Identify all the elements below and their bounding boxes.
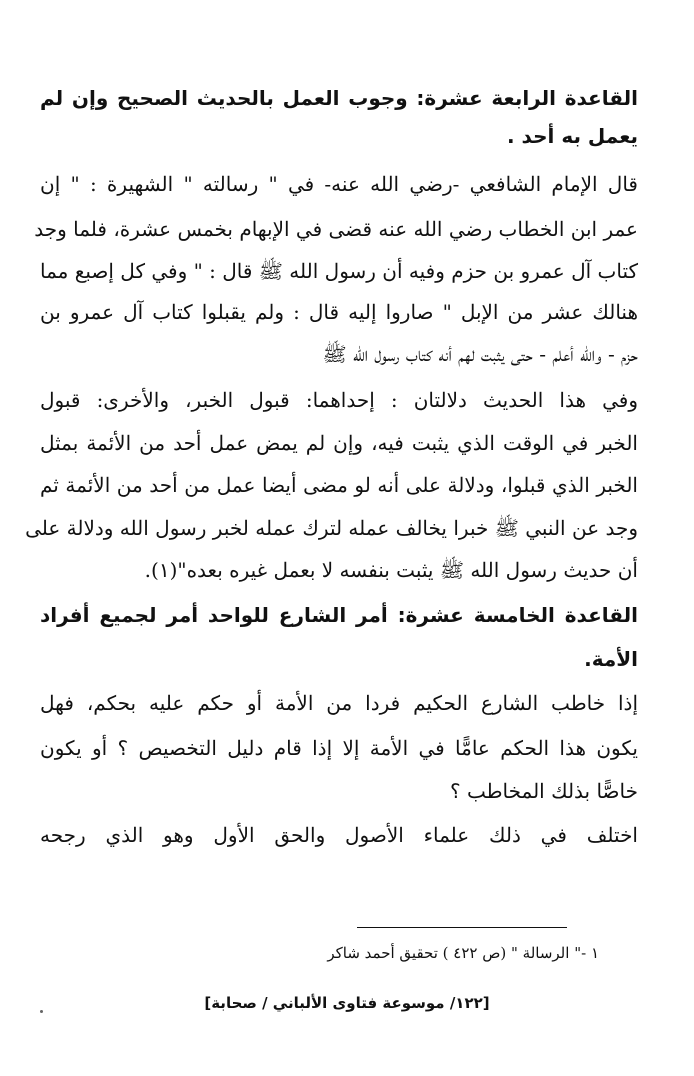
paragraph-line: خاصًّا بذلك المخاطب ؟ <box>449 779 638 803</box>
paragraph-line: يكون هذا الحكم عامًّا في الأمة إلا إذا قام دليل التخصيص ؟ أو يكون <box>40 736 638 760</box>
heading-rule-14-line-2: يعمل به أحد . <box>506 124 638 148</box>
page-footer: [١٢٢/ موسوعة فتاوى الألباني / صحابة] <box>204 994 490 1012</box>
paragraph-line: وفي هذا الحديث دلالتان : إحداهما: قبول الخبر، والأخرى: قبول <box>40 388 638 412</box>
paragraph-line: اختلف في ذلك علماء الأصول والحق الأول وهو الذي رجحه <box>40 823 638 847</box>
scan-speck <box>40 1010 43 1013</box>
footnote-divider <box>357 927 567 928</box>
paragraph-line: حزم - والله أعلم - حتى يثبت لهم أنه كتاب رسول الله ﷺ <box>322 342 638 366</box>
paragraph-line: الخبر في الوقت الذي يثبت فيه، وإن لم يمض عمل أحد من الأئمة بمثل <box>40 431 638 455</box>
paragraph-line: الخبر الذي قبلوا، ودلالة على أنه لو مضى أيضا عمل من أحد من الأئمة ثم <box>40 473 638 497</box>
heading-rule-15-line-2: الأمة. <box>584 647 638 671</box>
paragraph-line: كتاب آل عمرو بن حزم وفيه أن رسول الله ﷺ قال : " وفي كل إصبع مما <box>40 259 638 283</box>
heading-rule-14-line-1: القاعدة الرابعة عشرة: وجوب العمل بالحديث الصحيح وإن لم <box>40 86 638 110</box>
footnote: ١ -" الرسالة " (ص ٤٢٢ ) تحقيق أحمد شاكر <box>327 944 599 962</box>
paragraph-line: عمر ابن الخطاب رضي الله عنه قضى في الإبهام بخمس عشرة، فلما وجد <box>34 217 638 241</box>
paragraph-line: وجد عن النبي ﷺ خبرا يخالف عمله لترك عمله لخبر رسول الله ودلالة على <box>25 516 638 540</box>
paragraph-line: قال الإمام الشافعي -رضي الله عنه- في " رسالته " الشهيرة : " إن <box>40 172 638 196</box>
paragraph-line: هنالك عشر من الإبل " صاروا إليه قال : ولم يقبلوا كتاب آل عمرو بن <box>40 300 638 324</box>
paragraph-line: إذا خاطب الشارع الحكيم فردا من الأمة أو حكم عليه بحكم، فهل <box>40 691 638 715</box>
paragraph-line: أن حديث رسول الله ﷺ يثبت بنفسه لا بعمل غيره بعده"(١). <box>144 558 638 582</box>
heading-rule-15-line-1: القاعدة الخامسة عشرة: أمر الشارع للواحد أمر لجميع أفراد <box>40 603 638 627</box>
